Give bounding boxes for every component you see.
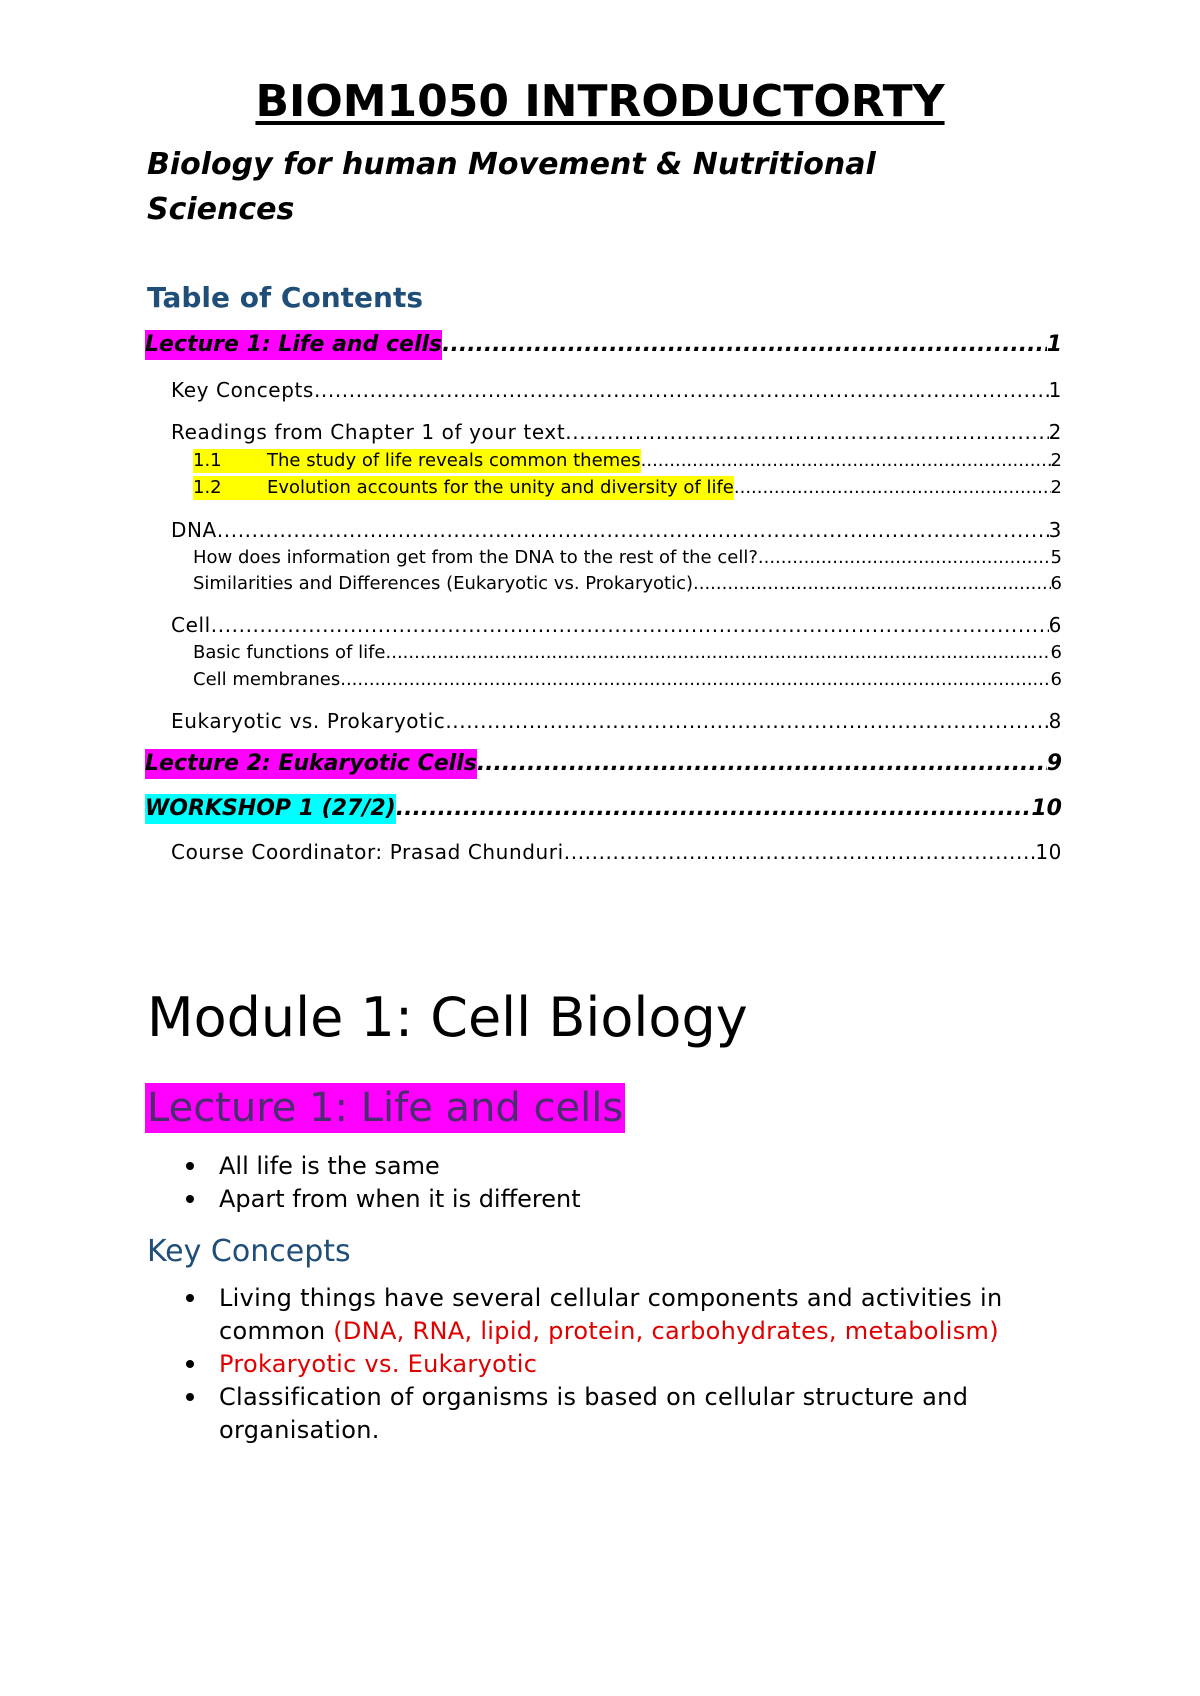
toc-leader-dots [396, 794, 1032, 824]
toc-entry-label: The study of life reveals common themes [267, 450, 641, 471]
toc-leader-dots [564, 838, 1036, 866]
toc-leader-dots [565, 418, 1048, 446]
toc-page-number: 10 [1035, 840, 1062, 864]
toc-entry-label: Key Concepts [171, 378, 314, 402]
toc-entry-euk-vs-prok[interactable] [171, 707, 1062, 735]
toc-entry-key-concepts[interactable] [171, 376, 1062, 404]
toc-leader-dots [693, 572, 1051, 596]
list-item: Classification of organisms is based on cellular structure and organisation. [146, 1381, 1046, 1447]
toc-page-number: 6 [1050, 573, 1062, 594]
toc-page-number: 6 [1048, 613, 1062, 637]
toc-entry-lecture-2[interactable] [145, 749, 1062, 779]
key-concept-red-text: (DNA, RNA, lipid, protein, carbohydrates, metabolism) [333, 1317, 999, 1345]
document-title: BIOM1050 INTRODUCTORTY [255, 76, 945, 127]
key-concepts-list [146, 1282, 1046, 1447]
toc-entry-1-1[interactable] [193, 449, 1062, 473]
list-item [146, 1282, 1046, 1348]
toc-entry-1-2[interactable] [193, 476, 1062, 500]
toc-page-number: 8 [1048, 709, 1062, 733]
toc-page-number: 1 [1048, 378, 1062, 402]
toc-entry-label: Eukaryotic vs. Prokaryotic [171, 709, 446, 733]
toc-leader-dots [442, 330, 1047, 360]
key-concept-text: Living things have several cellular components and activities in common [219, 1284, 1003, 1345]
toc-entry-dna[interactable] [171, 516, 1062, 544]
toc-entry-basic-functions[interactable] [193, 641, 1062, 665]
list-item: Apart from when it is different [146, 1183, 1046, 1216]
toc-entry-label: Similarities and Differences (Eukaryotic vs. Prokaryotic) [193, 573, 694, 594]
toc-leader-dots [445, 707, 1048, 735]
module-title: Module 1: Cell Biology [147, 986, 748, 1049]
toc-entry-workshop-1[interactable] [145, 794, 1062, 824]
toc-entry-label: Basic functions of life [193, 642, 386, 663]
toc-entry-dna-info[interactable] [193, 546, 1062, 570]
toc-entry-label: How does information get from the DNA to the rest of the cell? [193, 547, 758, 568]
toc-leader-dots [477, 749, 1047, 779]
toc-leader-dots [758, 546, 1051, 570]
toc-entry-label: Cell [171, 613, 211, 637]
toc-entry-label: Lecture 2: Eukaryotic Cells [145, 749, 477, 779]
toc-entry-number: 1.2 [193, 477, 222, 498]
toc-leader-dots [386, 641, 1051, 665]
toc-leader-dots [340, 668, 1050, 692]
toc-leader-dots [641, 449, 1051, 473]
list-item: Prokaryotic vs. Eukaryotic [146, 1348, 1046, 1381]
toc-entry-cell-membranes[interactable] [193, 668, 1062, 692]
toc-page-number: 10 [1031, 796, 1062, 821]
toc-entry-label: Cell membranes [193, 669, 341, 690]
toc-page-number: 6 [1050, 669, 1062, 690]
toc-leader-dots [734, 476, 1051, 500]
toc-page-number: 2 [1050, 450, 1062, 471]
list-item: All life is the same [146, 1150, 1046, 1183]
toc-leader-dots [314, 376, 1049, 404]
toc-page-number: 6 [1050, 642, 1062, 663]
lecture-heading: Lecture 1: Life and cells [147, 1085, 624, 1131]
toc-entry-lecture-1[interactable] [145, 330, 1062, 360]
toc-entry-label: Readings from Chapter 1 of your text [171, 420, 566, 444]
toc-entry-label: Lecture 1: Life and cells [145, 330, 442, 360]
toc-page-number: 1 [1046, 332, 1062, 357]
toc-page-number: 5 [1050, 547, 1062, 568]
toc-entry-coordinator[interactable] [171, 838, 1062, 866]
toc-leader-dots [211, 611, 1049, 639]
toc-entry-label: Course Coordinator: Prasad Chunduri [171, 840, 564, 864]
toc-entry-cell[interactable] [171, 611, 1062, 639]
toc-entry-similarities[interactable] [193, 572, 1062, 596]
toc-page-number: 3 [1048, 518, 1062, 542]
intro-bullet-list [146, 1150, 1046, 1216]
toc-entry-number: 1.1 [193, 450, 222, 471]
toc-heading: Table of Contents [147, 281, 424, 314]
toc-leader-dots [217, 516, 1049, 544]
toc-entry-label: DNA [171, 518, 217, 542]
document-subtitle: Biology for human Movement & Nutritional Sciences [147, 147, 876, 227]
toc-page-number: 2 [1048, 420, 1062, 444]
toc-entry-label: Evolution accounts for the unity and diversity of life [267, 477, 734, 498]
key-concepts-heading: Key Concepts [147, 1234, 351, 1269]
toc-entry-readings[interactable] [171, 418, 1062, 446]
toc-page-number: 9 [1046, 751, 1062, 776]
toc-page-number: 2 [1050, 477, 1062, 498]
toc-entry-label: WORKSHOP 1 (27/2) [145, 794, 396, 824]
